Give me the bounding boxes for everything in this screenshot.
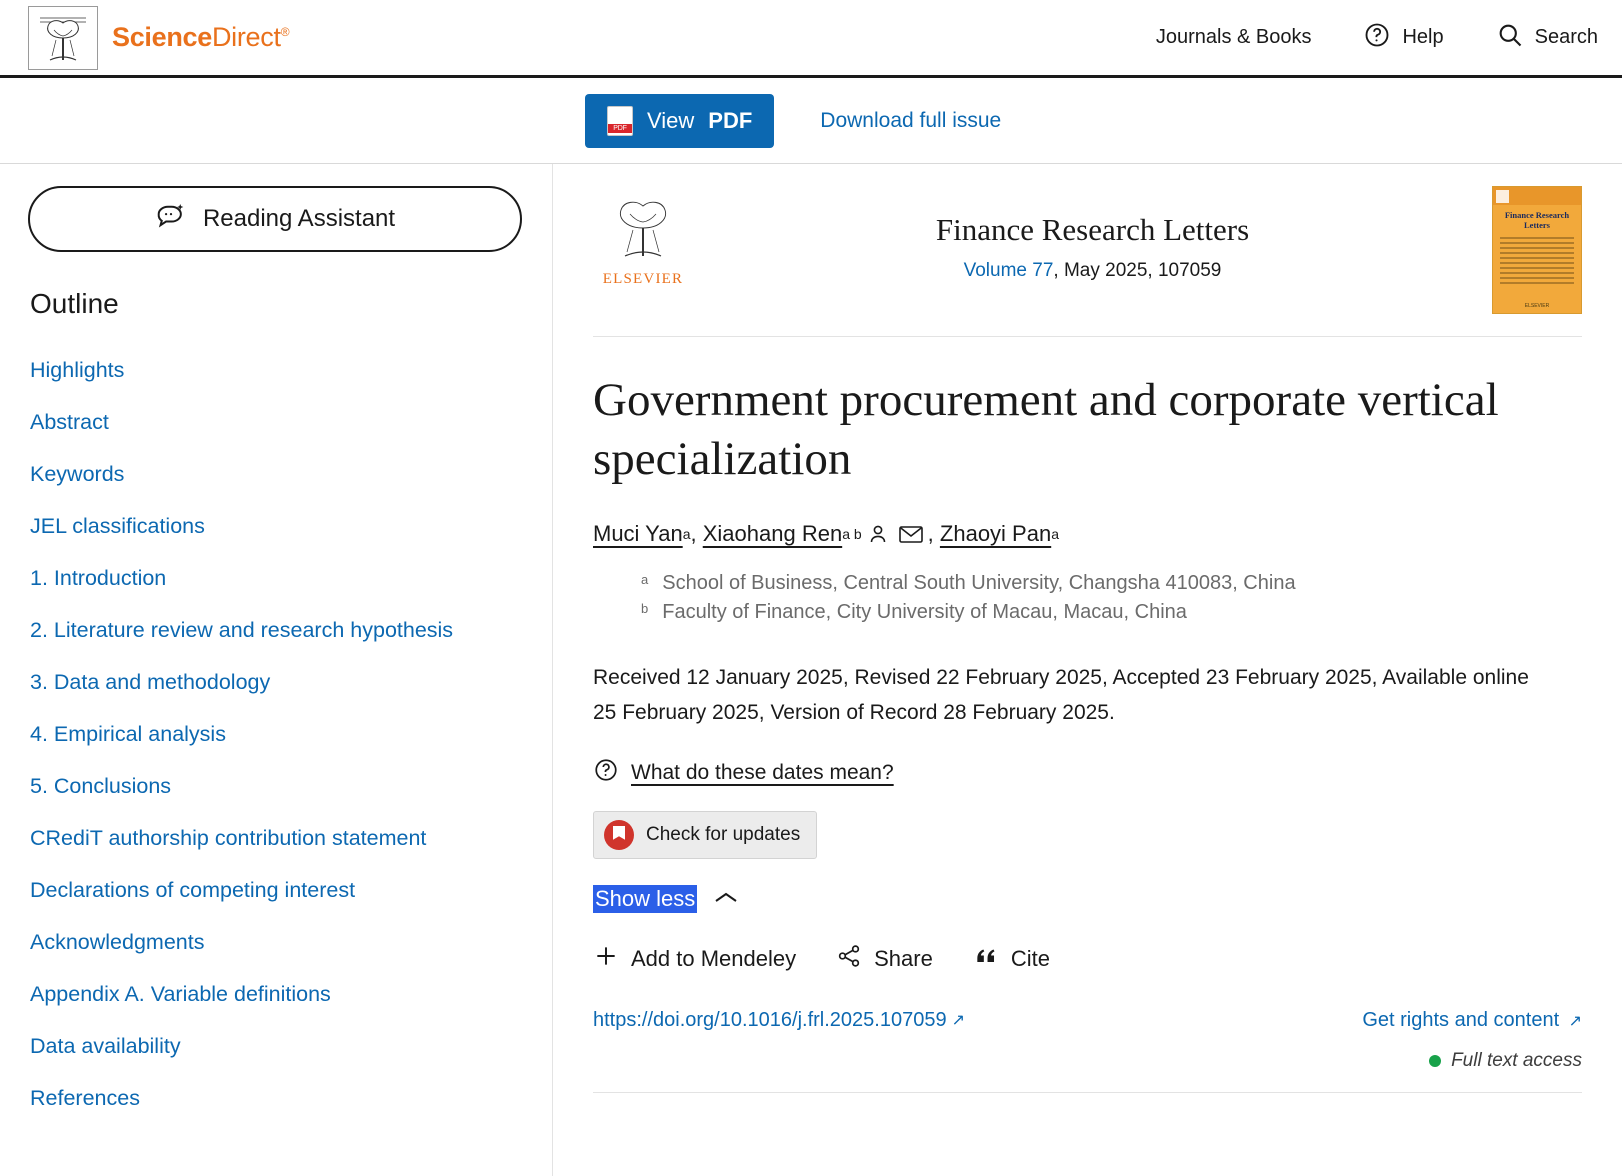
sidebar-item-references[interactable]: References	[30, 1085, 140, 1110]
what-do-these-dates-mean-link[interactable]	[593, 757, 1582, 789]
plus-icon	[593, 943, 619, 975]
cover-footer: ELSEVIER	[1524, 303, 1550, 309]
help-circle-icon	[593, 757, 619, 789]
sidebar-item-data-and-methodology[interactable]: 3. Data and methodology	[30, 669, 271, 694]
get-rights-label: Get rights and content	[1362, 1008, 1560, 1031]
brand-science: Science	[112, 22, 212, 52]
article-tools	[593, 943, 1582, 975]
sidebar-item-data-availability[interactable]: Data availability	[30, 1033, 181, 1058]
get-rights-and-content-link[interactable]	[1362, 1009, 1582, 1032]
sidebar-item-appendix-a[interactable]: Appendix A. Variable definitions	[30, 981, 331, 1006]
view-pdf-label-strong: PDF	[708, 107, 753, 133]
nav-help-label: Help	[1402, 26, 1444, 48]
nav-search[interactable]	[1496, 21, 1598, 55]
journal-info	[693, 186, 1492, 282]
pdf-file-icon	[607, 106, 633, 136]
share-button[interactable]	[836, 943, 933, 975]
affiliation-b-mark: b	[641, 601, 649, 617]
publication-dates: Received 12 January 2025, Revised 22 February 2025, Accepted 23 February 2025, Available online 25 February 2025, Version of Record 28 February 2025.	[593, 666, 1529, 725]
site-header	[0, 0, 1622, 78]
article-main	[553, 164, 1622, 1176]
affiliation-b-text: Faculty of Finance, City University of Macau, Macau, China	[662, 601, 1187, 624]
envelope-icon[interactable]	[898, 523, 924, 545]
reading-assistant-button[interactable]	[28, 186, 522, 252]
outline-list	[28, 344, 522, 1124]
author-3[interactable]: Zhaoyi Pan	[939, 521, 1052, 547]
outline-heading: Outline	[30, 288, 119, 319]
sidebar-item-highlights[interactable]: Highlights	[30, 357, 125, 382]
sidebar-item-empirical-analysis[interactable]: 4. Empirical analysis	[30, 721, 226, 746]
show-less-toggle[interactable]	[593, 885, 1582, 913]
cover-masthead	[1493, 187, 1581, 205]
sidebar	[0, 164, 553, 1176]
chat-sparkle-icon	[155, 201, 187, 238]
sidebar-item-acknowledgments[interactable]: Acknowledgments	[30, 929, 205, 954]
affiliation-a	[593, 569, 1582, 598]
sidebar-item-introduction[interactable]: 1. Introduction	[30, 565, 167, 590]
journal-volume-link[interactable]: Volume 77	[963, 260, 1054, 281]
cover-square-icon	[1496, 190, 1509, 203]
affiliation-b	[593, 598, 1582, 627]
doi-row	[593, 1009, 1582, 1032]
author-2-sep: ,	[927, 521, 934, 547]
cite-label: Cite	[1010, 945, 1050, 971]
author-2[interactable]: Xiaohang Ren	[702, 521, 843, 547]
sidebar-item-jel-classifications[interactable]: JEL classifications	[30, 513, 205, 538]
check-for-updates-button[interactable]	[593, 811, 817, 859]
crossmark-icon	[604, 820, 634, 850]
view-pdf-label-prefix: View	[647, 107, 695, 133]
nav-help[interactable]	[1363, 21, 1443, 55]
sidebar-item-keywords[interactable]: Keywords	[30, 461, 125, 486]
add-to-mendeley-label: Add to Mendeley	[631, 945, 797, 971]
share-label: Share	[874, 945, 933, 971]
page-title: Government procurement and corporate vertical specialization	[593, 374, 1499, 486]
download-full-issue-link[interactable]: Download full issue	[820, 108, 1002, 132]
nav-journals-and-books[interactable]	[1156, 26, 1312, 49]
author-1[interactable]: Muci Yan	[593, 521, 683, 547]
journal-volume-line	[693, 260, 1492, 282]
view-pdf-button[interactable]	[585, 94, 774, 148]
dates-question-label: What do these dates mean?	[631, 760, 894, 784]
nav-journals-and-books-label: Journals & Books	[1155, 26, 1312, 48]
search-icon	[1496, 21, 1524, 55]
author-list	[593, 521, 1582, 547]
affiliation-a-mark: a	[641, 572, 649, 588]
author-3-marks: a	[1051, 526, 1059, 543]
author-1-sep: ,	[690, 521, 697, 547]
status-badge	[1429, 1055, 1441, 1067]
author-1-marks: a	[682, 526, 691, 543]
affiliation-a-text: School of Business, Central South University, Changsha 410083, China	[662, 572, 1296, 595]
sidebar-item-credit-statement[interactable]: CRediT authorship contribution statement	[30, 825, 427, 850]
journal-volume-rest: , May 2025, 107059	[1053, 260, 1222, 281]
journal-header	[593, 186, 1582, 337]
sciencedirect-logo[interactable]	[28, 6, 289, 70]
sidebar-item-abstract[interactable]: Abstract	[30, 409, 109, 434]
sidebar-item-conclusions[interactable]: 5. Conclusions	[30, 773, 172, 798]
help-circle-icon	[1363, 21, 1391, 55]
add-to-mendeley-button[interactable]	[593, 943, 796, 975]
access-status	[593, 1050, 1582, 1093]
show-less-label: Show less	[595, 885, 696, 911]
chevron-up-icon	[713, 886, 739, 912]
share-icon	[836, 943, 862, 975]
cover-text-lines	[1500, 237, 1574, 284]
external-link-icon: ↗	[951, 1012, 965, 1030]
page-body	[0, 164, 1622, 1176]
brand-wordmark	[112, 22, 289, 53]
sidebar-item-competing-interest[interactable]: Declarations of competing interest	[30, 877, 356, 902]
person-icon[interactable]	[866, 522, 890, 546]
reading-assistant-label: Reading Assistant	[202, 205, 396, 232]
journal-title: Finance Research Letters	[935, 212, 1250, 247]
cite-button[interactable]	[973, 943, 1050, 975]
doi-link[interactable]: https://doi.org/10.1016/j.frl.2025.107059	[593, 1008, 947, 1031]
nav-search-label: Search	[1534, 26, 1598, 48]
elsevier-tree-icon	[28, 6, 98, 70]
brand-direct: Direct	[211, 22, 281, 52]
quote-icon	[973, 943, 999, 975]
article-action-bar	[0, 78, 1622, 164]
elsevier-wordmark: ELSEVIER	[602, 271, 684, 287]
access-label: Full text access	[1451, 1049, 1582, 1071]
affiliation-list	[593, 569, 1582, 627]
elsevier-logo	[593, 186, 693, 288]
top-navigation	[1156, 21, 1598, 55]
journal-cover-thumbnail[interactable]	[1492, 186, 1582, 314]
brand-trademark: ®	[280, 25, 290, 39]
author-2-marks: a b	[842, 526, 862, 543]
external-link-icon: ↗	[1564, 1012, 1582, 1030]
cover-title: Finance Research Letters	[1504, 210, 1570, 230]
check-for-updates-label: Check for updates	[646, 823, 801, 845]
sidebar-item-literature-review[interactable]: 2. Literature review and research hypothesis	[30, 617, 454, 642]
